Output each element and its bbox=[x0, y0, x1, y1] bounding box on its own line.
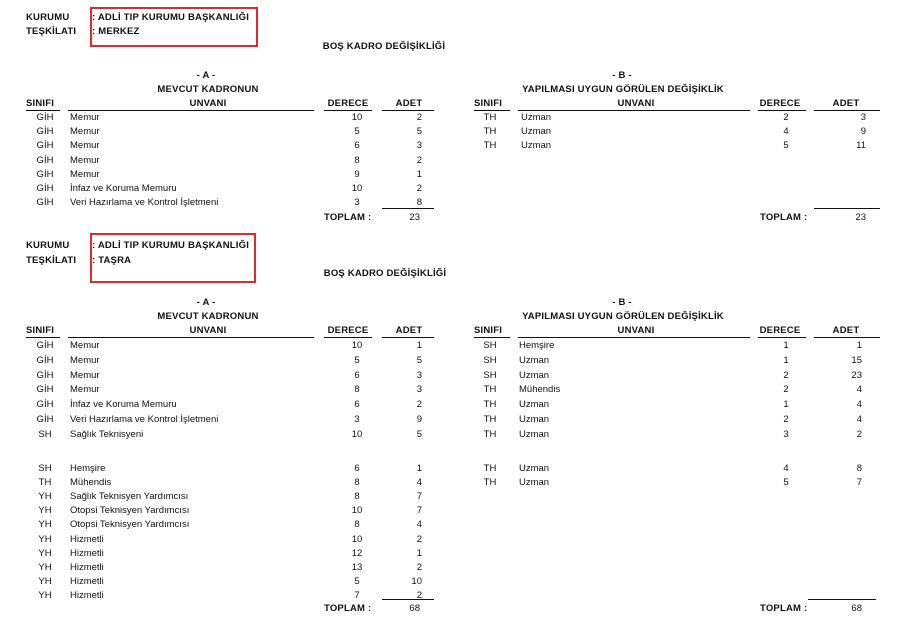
total-rule bbox=[808, 599, 876, 600]
kurumu-value: : ADLİ TIP KURUMU BAŞKANLIĞI bbox=[92, 12, 250, 23]
header-rule bbox=[382, 337, 434, 338]
cell-unvani: Uzman bbox=[519, 463, 550, 474]
cell-sinifi: GİH bbox=[36, 399, 54, 411]
cell-derece: 5 bbox=[354, 354, 360, 366]
cell-unvani: Uzman bbox=[519, 399, 550, 411]
page-title: BOŞ KADRO DEĞİŞİKLİĞİ bbox=[323, 268, 447, 279]
cell-unvani: İnfaz ve Koruma Memuru bbox=[70, 399, 177, 411]
cell-derece: 2 bbox=[783, 369, 789, 381]
cell-sinifi: YH bbox=[38, 505, 52, 517]
cell-adet: 3 bbox=[860, 112, 866, 123]
toplam-label: TOPLAM : bbox=[324, 603, 372, 614]
cell-adet: 9 bbox=[416, 414, 422, 425]
cell-adet: 5 bbox=[416, 126, 422, 138]
cell-unvani: Memur bbox=[70, 384, 100, 396]
cell-sinifi: SH bbox=[483, 369, 497, 381]
cell-adet: 2 bbox=[416, 561, 422, 573]
cell-derece: 10 bbox=[351, 340, 363, 351]
header-rule bbox=[68, 110, 314, 111]
cell-sinifi: YH bbox=[38, 561, 52, 573]
cell-unvani: Hizmetli bbox=[70, 533, 104, 545]
cell-derece: 6 bbox=[354, 399, 360, 411]
section-letter-b: - B - bbox=[612, 297, 632, 308]
kurumu-label: KURUMU bbox=[26, 240, 70, 251]
cell-adet: 8 bbox=[856, 463, 862, 474]
cell-adet: 7 bbox=[416, 491, 422, 503]
group-title-b: YAPILMASI UYGUN GÖRÜLEN DEĞİŞİKLİK bbox=[522, 84, 724, 95]
cell-sinifi: YH bbox=[38, 575, 52, 587]
cell-derece: 4 bbox=[783, 126, 789, 138]
cell-sinifi: TH bbox=[483, 399, 497, 411]
cell-sinifi: TH bbox=[483, 126, 497, 138]
col-derece: DERECE bbox=[327, 98, 369, 109]
cell-adet: 4 bbox=[856, 384, 862, 396]
header-rule bbox=[382, 110, 434, 111]
cell-adet: 3 bbox=[416, 369, 422, 381]
cell-adet: 2 bbox=[416, 112, 422, 123]
cell-sinifi: GİH bbox=[36, 414, 54, 425]
header-rule bbox=[26, 110, 60, 111]
cell-adet: 2 bbox=[416, 399, 422, 411]
cell-derece: 8 bbox=[354, 384, 360, 396]
toplam-value: 68 bbox=[409, 603, 420, 614]
total-rule bbox=[382, 599, 434, 600]
cell-adet: 1 bbox=[416, 547, 422, 559]
cell-adet: 15 bbox=[851, 354, 862, 366]
cell-adet: 1 bbox=[416, 168, 422, 180]
cell-derece: 6 bbox=[354, 369, 360, 381]
cell-sinifi: TH bbox=[38, 477, 52, 489]
col-adet: ADET bbox=[832, 98, 860, 109]
cell-unvani: Mühendis bbox=[519, 384, 561, 396]
cell-adet: 1 bbox=[856, 340, 862, 351]
cell-sinifi: TH bbox=[483, 428, 497, 440]
cell-derece: 3 bbox=[783, 428, 789, 440]
cell-derece: 13 bbox=[351, 561, 363, 573]
cell-sinifi: YH bbox=[38, 519, 52, 531]
col-unvani: UNVANI bbox=[189, 325, 227, 336]
group-title-b: YAPILMASI UYGUN GÖRÜLEN DEĞİŞİKLİK bbox=[522, 311, 724, 322]
cell-sinifi: GİH bbox=[36, 126, 54, 138]
cell-sinifi: GİH bbox=[36, 140, 54, 152]
teskilati-value: : TAŞRA bbox=[92, 255, 132, 266]
cell-sinifi: TH bbox=[483, 384, 497, 396]
cell-sinifi: GİH bbox=[36, 369, 54, 381]
cell-sinifi: TH bbox=[483, 414, 497, 425]
cell-derece: 10 bbox=[351, 428, 363, 440]
cell-unvani: Uzman bbox=[519, 354, 550, 366]
cell-derece: 6 bbox=[354, 140, 360, 152]
cell-unvani: Uzman bbox=[521, 126, 552, 138]
cell-unvani: Sağlık Teknisyeni bbox=[70, 428, 144, 440]
cell-unvani: Hemşire bbox=[519, 340, 555, 351]
cell-sinifi: SH bbox=[38, 428, 52, 440]
teskilati-label: TEŞKİLATI bbox=[26, 26, 77, 37]
cell-derece: 9 bbox=[354, 168, 360, 180]
header-rule bbox=[26, 337, 60, 338]
header-rule bbox=[518, 110, 750, 111]
cell-unvani: Memur bbox=[70, 126, 100, 138]
cell-sinifi: GİH bbox=[36, 340, 54, 351]
header-rule bbox=[758, 337, 806, 338]
cell-unvani: Memur bbox=[70, 369, 100, 381]
page-title: BOŞ KADRO DEĞİŞİKLİĞİ bbox=[322, 41, 446, 52]
cell-unvani: Uzman bbox=[519, 369, 550, 381]
col-derece: DERECE bbox=[759, 325, 801, 336]
cell-unvani: Hizmetli bbox=[70, 589, 104, 601]
cell-adet: 2 bbox=[416, 154, 422, 166]
cell-sinifi: YH bbox=[38, 547, 52, 559]
cell-unvani: Otopsi Teknisyen Yardımcısı bbox=[70, 505, 190, 517]
cell-adet: 2 bbox=[416, 533, 422, 545]
cell-sinifi: GİH bbox=[36, 354, 54, 366]
cell-adet: 8 bbox=[416, 197, 422, 209]
cell-unvani: Memur bbox=[70, 154, 100, 166]
cell-adet: 4 bbox=[856, 414, 862, 425]
header-rule bbox=[814, 337, 880, 338]
header-rule bbox=[324, 337, 372, 338]
cell-unvani: Hizmetli bbox=[70, 575, 104, 587]
cell-adet: 1 bbox=[416, 463, 422, 474]
toplam-label: TOPLAM : bbox=[760, 212, 808, 223]
cell-unvani: Uzman bbox=[519, 477, 550, 488]
teskilati-value: : MERKEZ bbox=[92, 26, 140, 37]
cell-unvani: Uzman bbox=[521, 112, 552, 123]
cell-derece: 12 bbox=[351, 547, 363, 559]
cell-unvani: Hizmetli bbox=[70, 547, 104, 559]
cell-adet: 2 bbox=[416, 183, 422, 194]
cell-derece: 4 bbox=[783, 463, 789, 474]
cell-unvani: Uzman bbox=[519, 428, 550, 440]
cell-adet: 5 bbox=[416, 354, 422, 366]
total-rule bbox=[382, 208, 434, 209]
cell-unvani: Sağlık Teknisyen Yardımcısı bbox=[70, 491, 189, 503]
cell-unvani: Memur bbox=[70, 140, 100, 152]
cell-derece: 10 bbox=[351, 183, 363, 194]
col-unvani: UNVANI bbox=[189, 98, 227, 109]
toplam-label: TOPLAM : bbox=[324, 212, 372, 223]
cell-derece: 8 bbox=[354, 491, 360, 503]
cell-derece: 8 bbox=[354, 519, 360, 531]
col-adet: ADET bbox=[395, 98, 423, 109]
cell-sinifi: SH bbox=[38, 463, 52, 474]
cell-unvani: Uzman bbox=[519, 414, 550, 425]
cell-unvani: Memur bbox=[70, 354, 100, 366]
cell-derece: 8 bbox=[354, 154, 360, 166]
cell-adet: 10 bbox=[411, 575, 422, 587]
cell-derece: 10 bbox=[351, 112, 363, 123]
cell-derece: 1 bbox=[783, 354, 789, 366]
cell-adet: 3 bbox=[416, 384, 422, 396]
cell-sinifi: TH bbox=[483, 477, 497, 488]
toplam-label: TOPLAM : bbox=[760, 603, 808, 614]
cell-unvani: Otopsi Teknisyen Yardımcısı bbox=[70, 519, 190, 531]
header-rule bbox=[758, 110, 806, 111]
header-rule bbox=[474, 110, 510, 111]
toplam-value: 23 bbox=[855, 212, 866, 223]
cell-derece: 5 bbox=[354, 575, 360, 587]
header-rule bbox=[68, 337, 314, 338]
cell-unvani: Hemşire bbox=[70, 463, 106, 474]
col-adet: ADET bbox=[395, 325, 423, 336]
cell-derece: 3 bbox=[354, 414, 360, 425]
header-rule bbox=[814, 110, 880, 111]
cell-unvani: Veri Hazırlama ve Kontrol İşletmeni bbox=[70, 197, 219, 209]
cell-adet: 4 bbox=[856, 399, 862, 411]
cell-sinifi: TH bbox=[483, 112, 497, 123]
cell-derece: 1 bbox=[783, 340, 789, 351]
cell-unvani: Memur bbox=[70, 112, 100, 123]
cell-sinifi: GİH bbox=[36, 154, 54, 166]
cell-adet: 4 bbox=[416, 477, 422, 489]
cell-sinifi: GİH bbox=[36, 168, 54, 180]
cell-derece: 1 bbox=[783, 399, 789, 411]
col-sinifi: SINIFI bbox=[26, 98, 55, 109]
group-title-a: MEVCUT KADRONUN bbox=[157, 311, 259, 322]
cell-unvani: Memur bbox=[70, 340, 100, 351]
cell-adet: 5 bbox=[416, 428, 422, 440]
col-derece: DERECE bbox=[327, 325, 369, 336]
col-sinifi: SINIFI bbox=[26, 325, 55, 336]
group-title-a: MEVCUT KADRONUN bbox=[157, 84, 259, 95]
section-letter-b: - B - bbox=[612, 70, 632, 81]
cell-sinifi: YH bbox=[38, 491, 52, 503]
cell-adet: 7 bbox=[416, 505, 422, 517]
cell-unvani: Hizmetli bbox=[70, 561, 104, 573]
col-unvani: UNVANI bbox=[617, 325, 655, 336]
cell-derece: 10 bbox=[351, 505, 363, 517]
col-adet: ADET bbox=[832, 325, 860, 336]
cell-adet: 7 bbox=[856, 477, 862, 488]
section-letter-a: - A - bbox=[196, 297, 216, 308]
section-letter-a: - A - bbox=[196, 70, 216, 81]
cell-sinifi: GİH bbox=[36, 197, 54, 209]
kurumu-value: : ADLİ TIP KURUMU BAŞKANLIĞI bbox=[92, 240, 250, 251]
cell-sinifi: SH bbox=[483, 340, 497, 351]
cell-unvani: Uzman bbox=[521, 140, 552, 152]
col-derece: DERECE bbox=[759, 98, 801, 109]
cell-sinifi: TH bbox=[483, 463, 497, 474]
cell-derece: 8 bbox=[354, 477, 360, 489]
cell-derece: 2 bbox=[783, 414, 789, 425]
col-sinifi: SINIFI bbox=[474, 98, 503, 109]
cell-derece: 2 bbox=[783, 112, 789, 123]
cell-sinifi: GİH bbox=[36, 183, 54, 194]
cell-unvani: Memur bbox=[70, 168, 100, 180]
cell-unvani: İnfaz ve Koruma Memuru bbox=[70, 183, 177, 194]
cell-derece: 5 bbox=[354, 126, 360, 138]
cell-adet: 1 bbox=[416, 340, 422, 351]
cell-sinifi: YH bbox=[38, 533, 52, 545]
cell-derece: 5 bbox=[783, 140, 789, 152]
total-rule bbox=[814, 208, 880, 209]
cell-adet: 2 bbox=[856, 428, 862, 440]
kurumu-label: KURUMU bbox=[26, 12, 70, 23]
cell-unvani: Mühendis bbox=[70, 477, 112, 489]
cell-derece: 7 bbox=[354, 589, 360, 601]
header-rule bbox=[474, 337, 510, 338]
cell-adet: 3 bbox=[416, 140, 422, 152]
header-rule bbox=[324, 110, 372, 111]
col-unvani: UNVANI bbox=[617, 98, 655, 109]
cell-sinifi: TH bbox=[483, 140, 497, 152]
cell-derece: 5 bbox=[783, 477, 789, 488]
toplam-value: 23 bbox=[409, 212, 420, 223]
cell-derece: 10 bbox=[351, 533, 363, 545]
cell-adet: 11 bbox=[856, 140, 866, 152]
cell-unvani: Veri Hazırlama ve Kontrol İşletmeni bbox=[70, 414, 219, 425]
toplam-value: 68 bbox=[851, 603, 862, 614]
col-sinifi: SINIFI bbox=[474, 325, 503, 336]
cell-sinifi: GİH bbox=[36, 112, 54, 123]
cell-adet: 2 bbox=[416, 589, 422, 601]
cell-adet: 4 bbox=[416, 519, 422, 531]
cell-adet: 23 bbox=[851, 369, 862, 381]
cell-sinifi: YH bbox=[38, 589, 52, 601]
cell-sinifi: SH bbox=[483, 354, 497, 366]
teskilati-label: TEŞKİLATI bbox=[26, 255, 77, 266]
cell-derece: 2 bbox=[783, 384, 789, 396]
header-rule bbox=[518, 337, 750, 338]
cell-derece: 6 bbox=[354, 463, 360, 474]
cell-derece: 3 bbox=[354, 197, 360, 209]
cell-sinifi: GİH bbox=[36, 384, 54, 396]
cell-adet: 9 bbox=[860, 126, 866, 138]
